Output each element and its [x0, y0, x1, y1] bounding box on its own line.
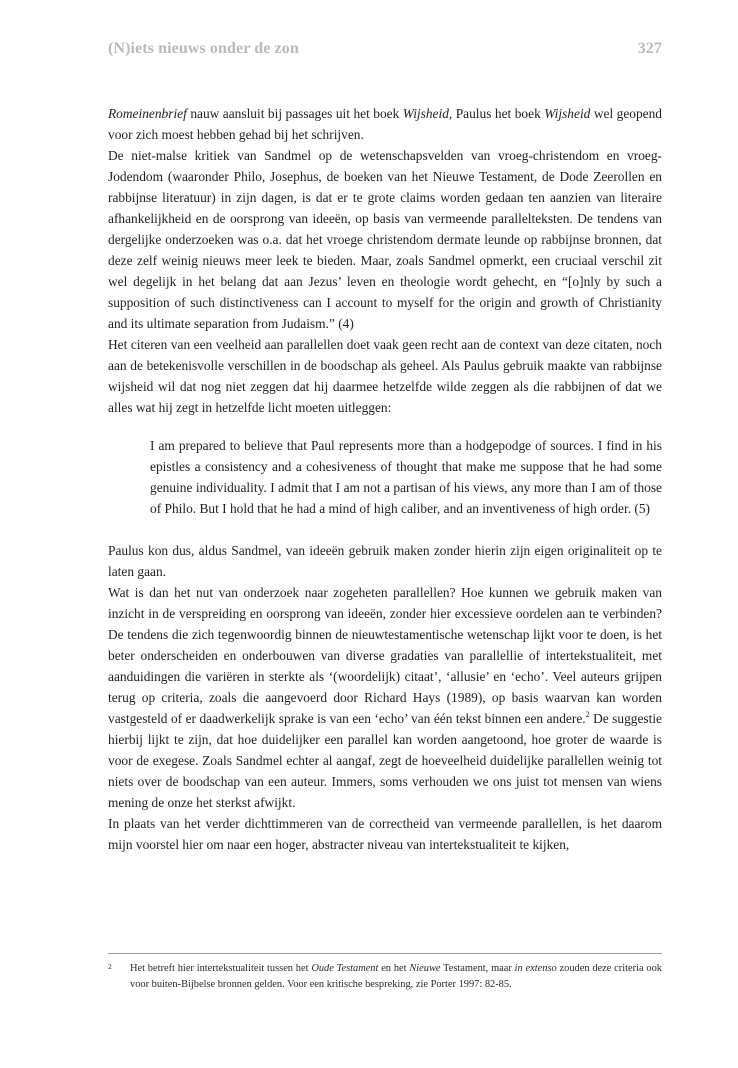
paragraph-5-text-a: Wat is dan het nut van onderzoek naar zogeheten parallellen? Hoe kunnen we gebruik maken van inzicht in de verspreiding en oorsprong van ideeën, zonder hier excessieve oordelen aan te verbinden? De tendens die zich tegenwoordig binnen de nieuwtestamentische wetenschap lijkt voor te doen, is het beter onderscheiden en onderbouwen van diverse gradaties van parallellie of intertekstualiteit, met aanduidingen die variëren in sterkte als ‘(woordelijk) citaat’, ‘allusie’ en ‘echo’. Veel auteurs grijpen terug op criteria, zoals die aangevoerd door Richard Hays (1989), op basis waarvan kan worden vastgesteld of er daadwerkelijk sprake is van een ‘echo’ van één tekst binnen een andere.	[108, 585, 662, 726]
footnote-text-b: en het	[378, 963, 410, 974]
paragraph-5	[108, 582, 662, 813]
title-romeinenbrief: Romeinenbrief	[108, 106, 187, 121]
footnote-text-d: zouden deze criteria ook voor buiten-Bijbelse bronnen gelden. Voor een kritische bespreking, zie Porter 1997: 82-85.	[130, 963, 662, 990]
page-number: 327	[637, 40, 662, 57]
footnote-text-c: Testament, maar	[440, 963, 515, 974]
paragraph-1-text-a: nauw aansluit bij passages uit het boek	[186, 106, 403, 121]
footnote-text-a: Het betreft hier intertekstualiteit tussen het	[130, 963, 312, 974]
paragraph-1	[108, 103, 662, 145]
paragraph-1-text-b: , Paulus het boek	[448, 106, 545, 121]
block-quote	[150, 435, 662, 519]
footnote-in-extenso: in extenso	[514, 963, 557, 974]
footnote	[108, 961, 662, 992]
paragraph-3: Het citeren van een veelheid aan parallellen doet vaak geen recht aan de context van deze citaten, noch aan de betekenisvolle verschillen in de boodschap als geheel. Als Paulus gebruik maakte van rabbijnse wijsheid wil dat nog niet zeggen dat hij daarmee hetzelfde wilde zeggen als die rabbijnen of dat we alles wat hij zegt in hetzelfde licht moeten uitleggen:	[108, 337, 662, 415]
paragraph-6: In plaats van het verder dichttimmeren van de correctheid van vermeende parallellen, is het daarom mijn voorstel hier om naar een hoger, abstracter niveau van intertekstualiteit te kijken,	[108, 816, 662, 852]
paragraph-5-text-b: De suggestie hierbij lijkt te zijn, dat hoe duidelijker een parallel kan worden aangetoond, hoe groter de waarde is voor de exegese. Zoals Sandmel echter al aangaf, zegt de hoeveelheid duidelijke parallellen weinig tot niets over de boodschap van een auteur. Immers, soms verhouden we ons juist tot mensen van wiens mening de onze het sterkst afwijkt.	[108, 711, 662, 810]
running-header	[108, 40, 662, 58]
footnote-title-nt: Nieuwe	[409, 963, 441, 974]
block-quote-text: I am prepared to believe that Paul represents more than a hodgepodge of sources. I find in his epistles a consistency and a cohesiveness of thought that make me suppose that he had some genuine individuality. I admit that I am not a partisan of his views, any more than I am of those of Philo. But I hold that he had a mind of high caliber, and an inventiveness of high order. (5)	[150, 438, 662, 516]
title-wijsheid-2: Wijsheid	[544, 106, 591, 121]
footnote-reference[interactable]: 2	[585, 710, 590, 719]
main-text	[108, 103, 662, 855]
footnote-divider	[108, 953, 662, 954]
footnote-number: 2	[108, 962, 112, 971]
paragraph-4: Paulus kon dus, aldus Sandmel, van ideeën gebruik maken zonder hierin zijn eigen originaliteit op te laten gaan.	[108, 543, 662, 579]
title-wijsheid-1: Wijsheid	[402, 106, 449, 121]
running-title: (N)iets nieuws onder de zon	[108, 40, 299, 57]
footnote-title-ot: Oude Testament	[311, 963, 379, 974]
paragraph-1-text-c: wel geopend voor zich moest hebben gehad bij het schrijven.	[108, 106, 662, 142]
paragraph-2: De niet-malse kritiek van Sandmel op de wetenschapsvelden van vroeg-christendom en vroeg-Jodendom (waaronder Philo, Josephus, de boeken van het Nieuwe Testament, de Dode Zeerollen en rabbijnse literatuur) in zijn dagen, is dat er te grote claims worden gedaan ten aanzien van literaire afhankelijkheid en de oorsprong van ideeën, op basis van vermeende parallelteksten. De tendens van dergelijke onderzoeken was o.a. dat het vroege christendom dermate leunde op rabbijnse bronnen, dat deze zelf weinig nieuws meer leek te bieden. Maar, zoals Sandmel opmerkt, een cruciaal verschil zit wel degelijk in het belang dat aan Jezus’ leven en theologie wordt gehecht, en “[o]nly by such a supposition of such distinctiveness can I account to myself for the origin and growth of Christianity and its ultimate separation from Judaism.” (4)	[108, 148, 662, 331]
footnote-text	[130, 961, 662, 992]
